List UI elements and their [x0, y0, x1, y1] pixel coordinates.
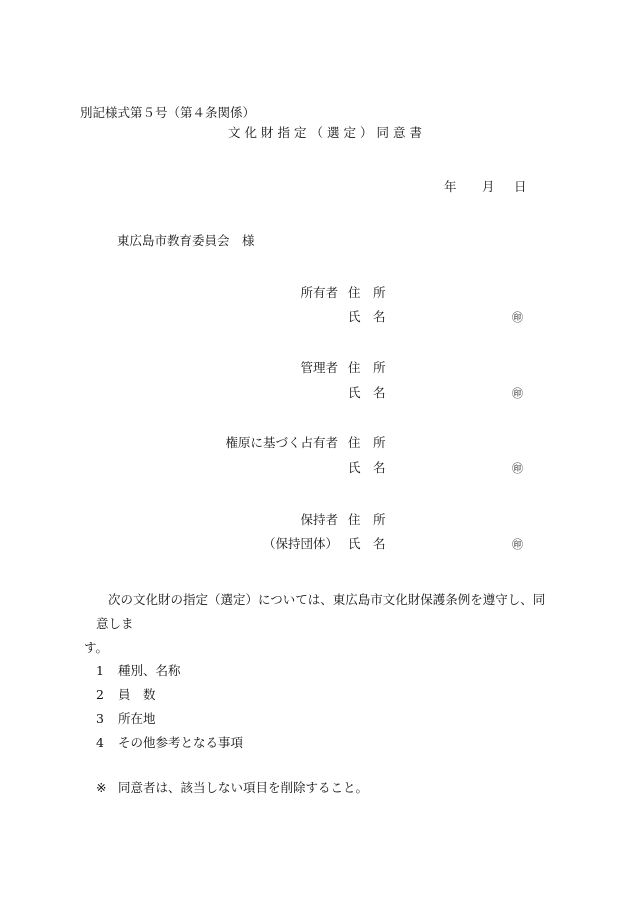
- item-label: 種別、名称: [118, 663, 181, 678]
- holder-role-label: 保持者: [300, 512, 338, 527]
- note-mark: ※: [96, 780, 107, 795]
- manager-seal-mark: ㊞: [512, 387, 523, 400]
- holder-group-label: （保持団体）: [262, 536, 338, 551]
- occupant-address-label: 住 所: [348, 435, 386, 450]
- occupant-role-label: 権原に基づく占有者: [225, 435, 338, 450]
- owner-seal-mark: ㊞: [512, 311, 523, 324]
- date-year-label: 年: [444, 179, 457, 194]
- holder-address-label: 住 所: [348, 512, 386, 527]
- consent-statement-line-2: す。: [84, 640, 109, 655]
- consent-statement: [84, 588, 556, 660]
- holder-name-label: 氏 名: [348, 536, 386, 551]
- date-day-label: 日: [514, 179, 527, 194]
- item-number: 3: [96, 711, 104, 726]
- list-item: [96, 665, 181, 678]
- list-item: [96, 737, 243, 750]
- occupant-name-label: 氏 名: [348, 460, 386, 475]
- form-number: 別記様式第５号（第４条関係）: [80, 105, 256, 120]
- owner-address-label: 住 所: [348, 285, 386, 300]
- occupant-seal-mark: ㊞: [512, 462, 523, 475]
- item-number: 4: [96, 735, 104, 750]
- owner-name-label: 氏 名: [348, 309, 386, 324]
- date-month-label: 月: [482, 179, 495, 194]
- note-text: 同意者は、該当しない項目を削除すること。: [118, 780, 369, 795]
- manager-address-label: 住 所: [348, 360, 386, 375]
- item-label: その他参考となる事項: [118, 735, 244, 750]
- holder-seal-mark: ㊞: [512, 538, 523, 551]
- consent-statement-line-1: 次の文化財の指定（選定）については、東広島市文化財保護条例を遵守し、同意しま: [96, 592, 546, 631]
- item-label: 員 数: [118, 687, 156, 702]
- item-label: 所在地: [118, 711, 156, 726]
- document-title: 文化財指定（選定）同意書: [228, 125, 427, 140]
- owner-role-label: 所有者: [300, 285, 338, 300]
- manager-name-label: 氏 名: [348, 385, 386, 400]
- list-item: [96, 713, 156, 726]
- manager-role-label: 管理者: [300, 360, 338, 375]
- item-number: 2: [96, 687, 104, 702]
- addressee: 東広島市教育委員会 様: [117, 233, 255, 248]
- list-item: [96, 689, 156, 702]
- item-number: 1: [96, 663, 104, 678]
- footnote: [96, 782, 368, 795]
